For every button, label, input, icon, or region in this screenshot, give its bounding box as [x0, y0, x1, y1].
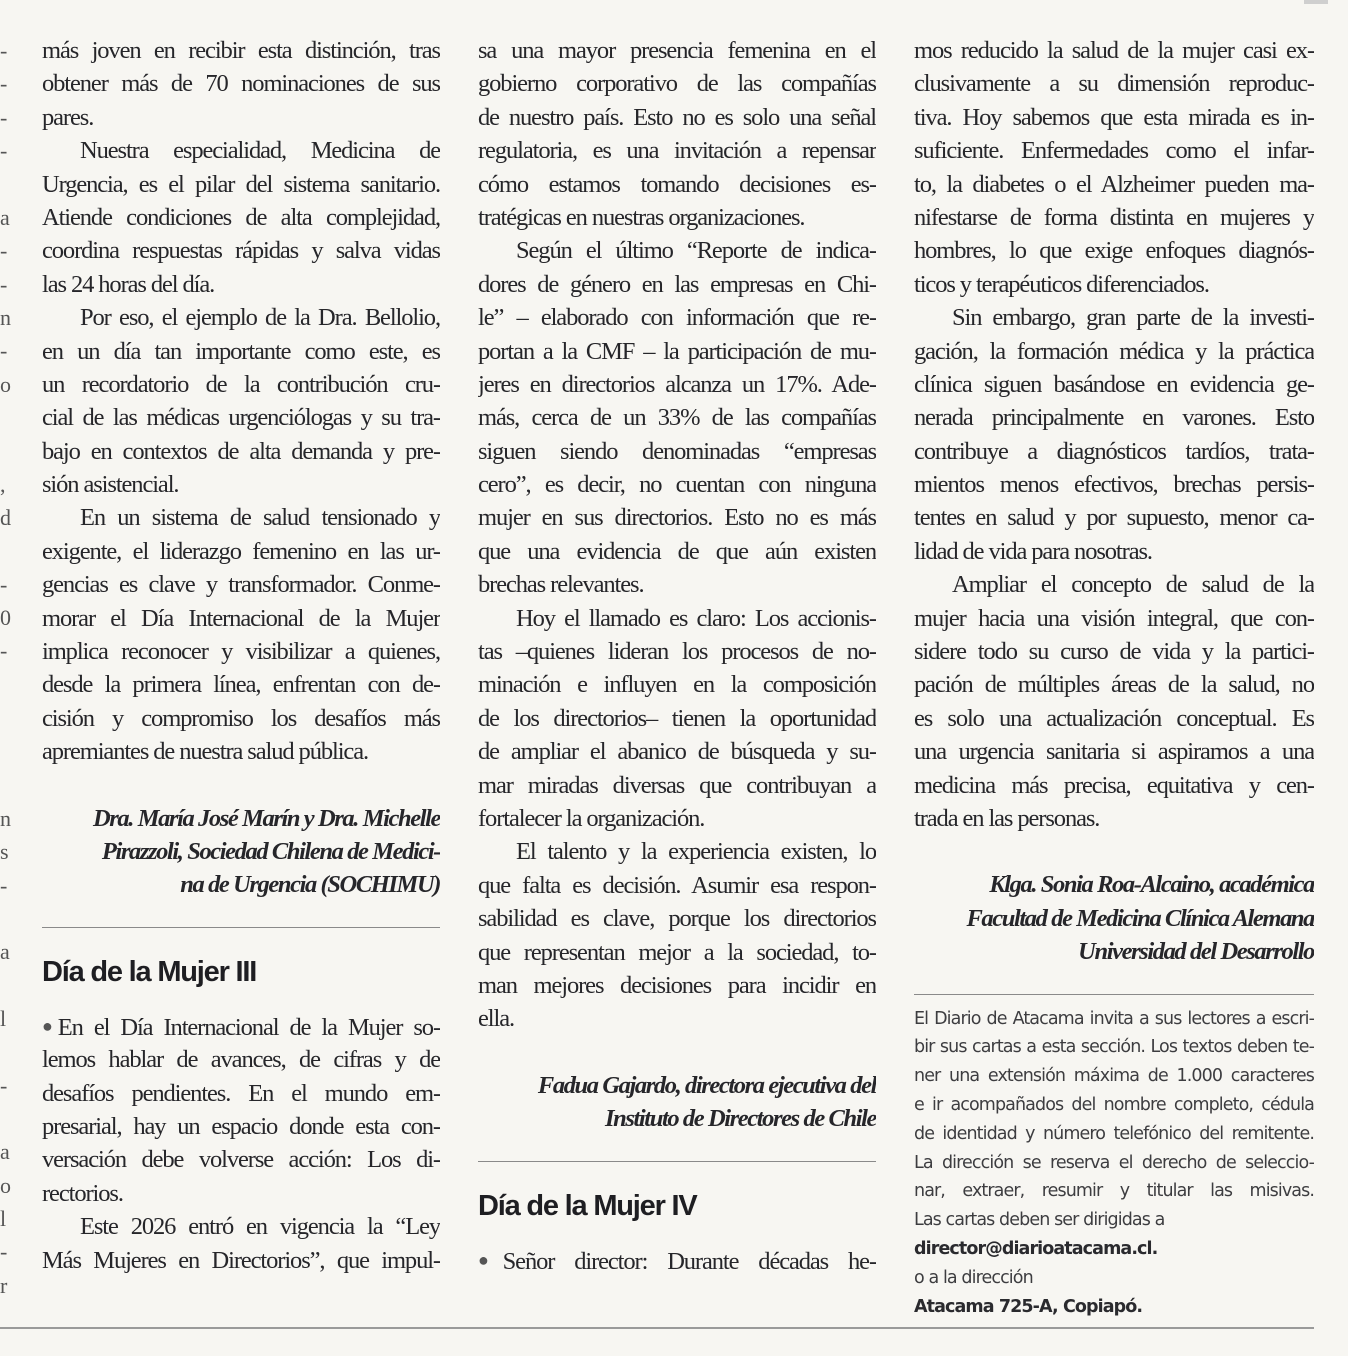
text-line: es solo una actualización conceptual. Es	[914, 704, 1314, 732]
text-line: Urgencia, es el pilar del sistema sanitario.	[42, 170, 440, 198]
text-line: hombres, lo que exige enfoques diagnós-	[914, 237, 1314, 265]
note-line: de identidad y número telefónico del remitente.	[914, 1123, 1314, 1144]
signature-line: Instituto de Directores de Chile	[605, 1105, 876, 1133]
text-line: ●En el Día Internacional de la Mujer so-	[42, 1013, 440, 1041]
edge-fragment: a	[0, 1139, 10, 1164]
text-line: mar miradas diversas que contribuyan a	[478, 771, 876, 799]
note-line: Las cartas deben ser dirigidas a	[914, 1210, 1165, 1231]
contact-email[interactable]: director@diarioatacama.cl.	[914, 1238, 1158, 1259]
text-line: versación debe volverse acción: Los di-	[42, 1146, 440, 1174]
text-line: apremiantes de nuestra salud pública.	[42, 738, 368, 766]
text-line: lidad de vida para nosotras.	[914, 537, 1152, 565]
text-line: En un sistema de salud tensionado y	[80, 504, 440, 532]
text-line: fortalecer la organización.	[478, 804, 705, 832]
text-line: Más Mujeres en Directorios”, que impul-	[42, 1246, 440, 1274]
text-line: portan a la CMF – la participación de mu-	[478, 337, 876, 365]
edge-fragment: -	[0, 71, 8, 96]
text-line: las 24 horas del día.	[42, 270, 215, 298]
note-line: La dirección se reserva el derecho de seleccio-	[914, 1152, 1314, 1173]
edge-fragment: -	[0, 105, 8, 130]
text-line: de nuestro país. Esto no es solo una señal	[478, 103, 876, 131]
signature-line: Fadua Gajardo, directora ejecutiva del	[537, 1071, 876, 1099]
edge-fragment: s	[0, 839, 9, 864]
signature-line: Universidad del Desarrollo	[1078, 938, 1314, 966]
text-line: desde la primera línea, enfrentan con de-	[42, 671, 440, 699]
text-line: desafíos pendientes. En el mundo em-	[42, 1079, 440, 1107]
text-line: siguen siendo denominadas “empresas	[478, 437, 876, 465]
text-line: rectorios.	[42, 1179, 123, 1207]
edge-fragment: -	[0, 572, 8, 597]
edge-fragment: -	[0, 338, 8, 363]
note-line: o a la dirección	[914, 1267, 1033, 1288]
text-line: trada en las personas.	[914, 804, 1100, 832]
text-line: regulatoria, es una invitación a repensar	[478, 137, 876, 165]
note-line: bir sus cartas a esta sección. Los textos deben te-	[914, 1037, 1314, 1058]
text-line: implica reconocer y visibilizar a quienes,	[42, 638, 440, 666]
page-corner-mark	[1304, 0, 1328, 4]
text-line: de los directorios– tienen la oportunidad	[478, 704, 876, 732]
text-line: pares.	[42, 103, 94, 131]
text-line: contribuye a diagnósticos tardíos, trata-	[914, 437, 1314, 465]
edge-fragment: d	[0, 505, 11, 530]
text-line: obtener más de 70 nominaciones de sus	[42, 70, 440, 98]
signature-line: Klga. Sonia Roa-Alcaino, académica	[989, 871, 1314, 899]
column-1	[42, 34, 440, 1277]
text-line: sa una mayor presencia femenina en el	[478, 37, 876, 64]
edge-fragment: -	[0, 38, 8, 63]
text-line: to, la diabetes o el Alzheimer pueden ma-	[914, 170, 1314, 198]
text-line: clínica siguen basándose en evidencia ge-	[914, 370, 1314, 398]
text-line: tiva. Hoy sabemos que esta mirada es in-	[914, 103, 1314, 131]
signature-line: Facultad de Medicina Clínica Alemana	[966, 904, 1314, 932]
edge-fragment: r	[0, 1273, 8, 1298]
column-3	[914, 34, 1314, 1321]
text-line: brechas relevantes.	[478, 571, 644, 599]
text-line: morar el Día Internacional de la Mujer	[42, 604, 440, 632]
text-line: gación, la formación médica y la práctica	[914, 337, 1314, 365]
text-line: Hoy el llamado es claro: Los accionis-	[516, 604, 876, 632]
text-line: ella.	[478, 1005, 514, 1033]
text-line: lemos hablar de avances, de cifras y de	[42, 1046, 440, 1074]
text-line: ticos y terapéuticos diferenciados.	[914, 270, 1209, 298]
text-line: mientos menos efectivos, brechas persis-	[914, 471, 1314, 499]
edge-fragment: o	[0, 1173, 11, 1198]
text-line: tentes en salud y por supuesto, menor ca-	[914, 504, 1314, 532]
edge-fragment: -	[0, 638, 8, 663]
text-line: Este 2026 entró en vigencia la “Ley	[80, 1213, 440, 1241]
text-line: tas –quienes lideran los procesos de no-	[478, 638, 876, 666]
text-line: mujer hacia una visión integral, que con-	[914, 604, 1314, 632]
edge-fragment: a	[0, 939, 10, 964]
edge-fragment: n	[0, 305, 11, 330]
text-line: jeres en directorios alcanza un 17%. Ade-	[478, 370, 876, 398]
text-line: mujer en sus directorios. Esto no es más	[478, 504, 876, 532]
text-line: cero”, es decir, no cuentan con ninguna	[478, 471, 876, 499]
text-line: exigente, el liderazgo femenino en las ur-	[42, 537, 440, 565]
text-line: un recordatorio de la contribución cru-	[42, 370, 440, 398]
text-line: dores de género en las empresas en Chi-	[478, 270, 876, 298]
bullet-icon: ●	[478, 1249, 503, 1270]
edge-fragment: o	[0, 372, 11, 397]
signature-line: Dra. María José Marín y Dra. Michelle	[92, 804, 440, 832]
edge-fragment: -	[0, 873, 8, 898]
text-line: presarial, hay un espacio donde esta con-	[42, 1112, 440, 1140]
text-line: Por eso, el ejemplo de la Dra. Bellolio,	[80, 304, 440, 332]
text-line: coordina respuestas rápidas y salva vidas	[42, 237, 440, 265]
edge-fragment: -	[0, 1239, 8, 1264]
edge-fragment: n	[0, 806, 11, 831]
edge-fragment: ,	[0, 472, 6, 497]
text-line: nerada principalmente en varones. Esto	[914, 404, 1314, 432]
signature-line: Pirazzoli, Sociedad Chilena de Medici-	[101, 837, 440, 865]
text-line: sión asistencial.	[42, 471, 179, 499]
text-line: más joven en recibir esta distinción, tras	[42, 37, 440, 64]
text-line: medicina más precisa, equitativa y cen-	[914, 771, 1314, 799]
text-line: ●Señor director: Durante décadas he-	[478, 1247, 876, 1275]
text-line: gencias es clave y transformador. Conme-	[42, 571, 440, 599]
edge-fragment: a	[0, 205, 10, 230]
signature-line: na de Urgencia (SOCHIMU)	[180, 871, 440, 899]
column-2	[478, 34, 876, 1277]
text-line: Ampliar el concepto de salud de la	[952, 571, 1314, 599]
text-line: más, cerca de un 33% de las compañías	[478, 404, 876, 432]
text-line: de ampliar el abanico de búsqueda y su-	[478, 738, 876, 766]
text-line: clusivamente a su dimensión reproduc-	[914, 70, 1314, 98]
edge-fragment: -	[0, 1073, 8, 1098]
edge-fragment: -	[0, 272, 8, 297]
note-line: El Diario de Atacama invita a sus lectores a escri-	[914, 1008, 1314, 1029]
text-line: sabilidad es clave, porque los directorios	[478, 905, 876, 933]
text-line: que representan mejor a la sociedad, to-	[478, 938, 876, 966]
text-line: minación e influyen en la composición	[478, 671, 876, 699]
edge-fragment: l	[0, 1206, 7, 1231]
submission-note	[914, 1005, 1314, 1322]
text-line: pación de múltiples áreas de la salud, no	[914, 671, 1314, 699]
text-line: cisión y compromiso los desafíos más	[42, 704, 440, 732]
text-line: Según el último “Reporte de indica-	[516, 237, 876, 265]
text-line: gobierno corporativo de las compañías	[478, 70, 876, 98]
text-line: Atiende condiciones de alta complejidad,	[42, 203, 440, 231]
edge-fragment: l	[0, 1006, 7, 1031]
note-line: ner una extensión máxima de 1.000 caracteres	[914, 1066, 1314, 1087]
edge-fragment: -	[0, 238, 8, 263]
text-line: tratégicas en nuestras organizaciones.	[478, 203, 805, 231]
page-bottom-divider	[0, 1327, 1314, 1329]
text-line: que una evidencia de que aún existen	[478, 537, 876, 565]
text-line: que falta es decisión. Asumir esa respon-	[478, 871, 876, 899]
text-line: cómo estamos tomando decisiones es-	[478, 170, 876, 198]
text-line: Sin embargo, gran parte de la investi-	[952, 304, 1314, 332]
text-line: mos reducido la salud de la mujer casi ex-	[914, 37, 1314, 64]
text-line: bajo en contextos de alta demanda y pre-	[42, 437, 440, 465]
text-line: le” – elaborado con información que re-	[478, 304, 876, 332]
section-heading: Día de la Mujer IV	[478, 1189, 697, 1222]
bullet-icon: ●	[42, 1015, 58, 1036]
text-line: Nuestra especialidad, Medicina de	[80, 137, 440, 165]
text-line: una urgencia sanitaria si aspiramos a una	[914, 738, 1314, 766]
edge-fragment: 0	[0, 605, 11, 630]
text-line: nifestarse de forma distinta en mujeres y	[914, 203, 1314, 231]
text-line: man mejores decisiones para incidir en	[478, 971, 876, 999]
section-heading: Día de la Mujer III	[42, 955, 257, 988]
text-line: El talento y la experiencia existen, lo	[516, 838, 876, 866]
text-line: suficiente. Enfermedades como el infar-	[914, 137, 1314, 165]
contact-address: Atacama 725-A, Copiapó.	[914, 1296, 1143, 1317]
note-line: nar, extraer, resumir y titular las misivas.	[914, 1181, 1314, 1202]
text-line: sidere todo su curso de vida y la partici-	[914, 638, 1314, 666]
text-line: en un día tan importante como este, es	[42, 337, 440, 365]
text-line: cial de las médicas urgenciólogas y su tra-	[42, 404, 440, 432]
edge-fragment: -	[0, 138, 8, 163]
note-line: e ir acompañados del nombre completo, cédula	[914, 1094, 1314, 1115]
